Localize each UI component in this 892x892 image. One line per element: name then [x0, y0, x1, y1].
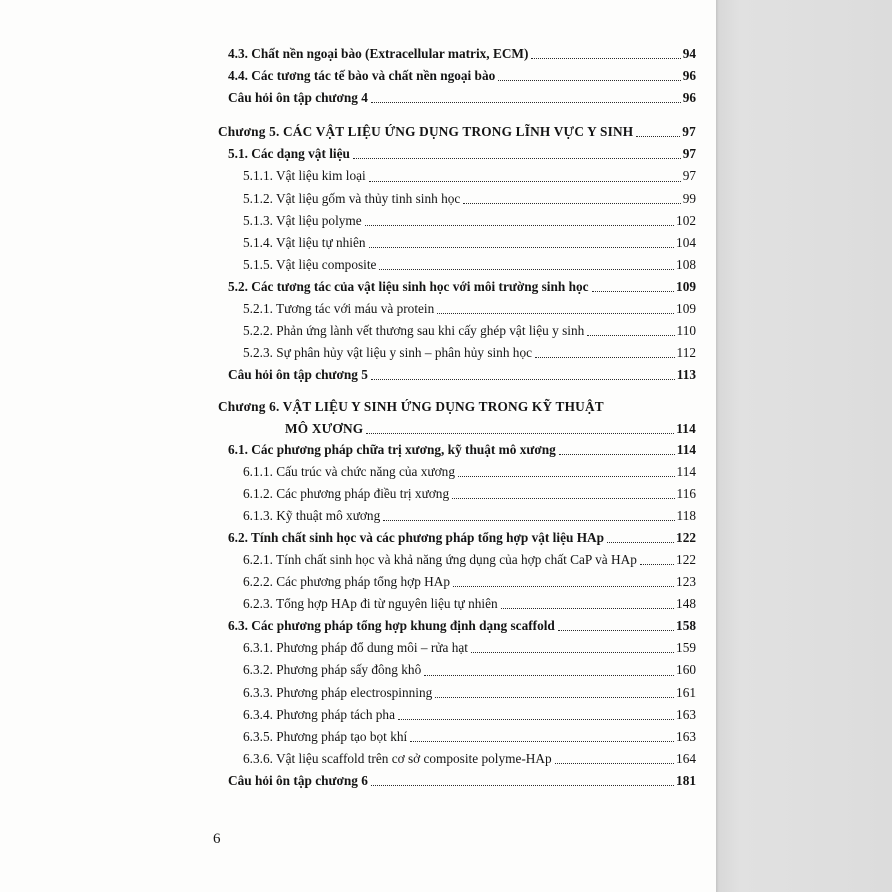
- toc-entry-6-3: [218, 615, 696, 637]
- toc-page-number: 164: [676, 750, 696, 766]
- toc-page-number: 161: [676, 684, 696, 700]
- toc-chapter-6-line1: [218, 396, 696, 418]
- dot-leader: [366, 433, 674, 434]
- toc-entry-5-1-3: [218, 210, 696, 232]
- toc-entry-6-2: [218, 527, 696, 549]
- dot-leader: [365, 225, 674, 226]
- toc-entry-title: 6.1.2. Các phương pháp điều trị xương: [243, 485, 450, 501]
- toc-entry-5-1-5: [218, 254, 696, 276]
- dot-leader: [640, 564, 674, 565]
- toc-entry-title: 5.2.3. Sự phân hủy vật liệu y sinh – phân hủy sinh học: [243, 345, 533, 361]
- toc-entry-title: 6.3. Các phương pháp tổng hợp khung định dạng scaffold: [228, 618, 555, 634]
- toc-page-number: 116: [676, 485, 696, 501]
- toc-entry-title: 6.3.2. Phương pháp sấy đông khô: [243, 662, 422, 678]
- toc-entry-title: 6.3.6. Vật liệu scaffold trên cơ sở composite polyme-HAp: [243, 750, 552, 766]
- toc-entry-5-1-2: [218, 188, 696, 210]
- toc-page-number: 163: [676, 706, 696, 722]
- dot-leader: [371, 785, 674, 786]
- page-number: 6: [213, 831, 221, 847]
- dot-leader: [383, 520, 674, 521]
- dot-leader: [535, 357, 675, 358]
- toc-page-number: 114: [676, 420, 696, 436]
- toc-chapter-5: [218, 121, 696, 143]
- toc-chapter-title-continued: MÔ XƯƠNG: [285, 420, 364, 436]
- dot-leader: [498, 80, 680, 81]
- toc-entry-review-5: [218, 364, 696, 386]
- toc-entry-5-2: [218, 276, 696, 298]
- table-of-contents: [218, 43, 696, 792]
- toc-entry-6-1-2: [218, 483, 696, 505]
- toc-page-number: 158: [676, 618, 696, 634]
- toc-entry-title: 6.1.1. Cấu trúc và chức năng của xương: [243, 463, 455, 479]
- toc-page-number: 97: [682, 124, 696, 140]
- toc-entry-title: 6.2.3. Tổng hợp HAp đi từ nguyên liệu tự nhiên: [243, 596, 498, 612]
- toc-entry-title: 5.2. Các tương tác của vật liệu sinh học với môi trường sinh học: [228, 278, 589, 294]
- toc-entry-5-1: [218, 143, 696, 165]
- toc-page-number: 163: [676, 728, 696, 744]
- toc-page-number: 102: [676, 212, 696, 228]
- page-edge-shadow: [716, 0, 892, 892]
- dot-leader: [558, 630, 674, 631]
- dot-leader: [398, 719, 674, 720]
- toc-entry-4-3: [218, 43, 696, 65]
- toc-page-number: 181: [676, 772, 696, 788]
- toc-entry-6-2-1: [218, 549, 696, 571]
- toc-entry-title: Câu hỏi ôn tập chương 5: [228, 367, 368, 383]
- dot-leader: [371, 102, 681, 103]
- toc-page-number: 122: [676, 529, 696, 545]
- toc-entry-title: 6.3.4. Phương pháp tách pha: [243, 706, 395, 722]
- toc-page-number: 110: [676, 323, 696, 339]
- dot-leader: [452, 498, 674, 499]
- toc-page-number: 108: [676, 256, 696, 272]
- dot-leader: [555, 763, 674, 764]
- toc-page-number: 118: [676, 507, 696, 523]
- dot-leader: [559, 454, 675, 455]
- toc-page-number: 159: [676, 640, 696, 656]
- toc-entry-6-3-1: [218, 637, 696, 659]
- dot-leader: [636, 136, 680, 137]
- toc-page-number: 97: [682, 168, 696, 184]
- toc-entry-4-4: [218, 65, 696, 87]
- toc-entry-title: 5.1.3. Vật liệu polyme: [243, 212, 362, 228]
- toc-page-number: 104: [676, 234, 696, 250]
- dot-leader: [435, 697, 674, 698]
- toc-entry-6-3-6: [218, 748, 696, 770]
- dot-leader: [592, 291, 675, 292]
- dot-leader: [379, 269, 674, 270]
- toc-entry-6-3-3: [218, 682, 696, 704]
- toc-entry-title: 6.3.1. Phương pháp đổ dung môi – rửa hạt: [243, 640, 468, 656]
- toc-entry-review-6: [218, 770, 696, 792]
- toc-entry-5-1-1: [218, 165, 696, 187]
- toc-page-number: 112: [676, 345, 696, 361]
- dot-leader: [369, 247, 674, 248]
- toc-entry-5-2-2: [218, 320, 696, 342]
- dot-leader: [463, 203, 680, 204]
- toc-entry-6-2-2: [218, 571, 696, 593]
- toc-entry-title: 5.2.2. Phản ứng lành vết thương sau khi cấy ghép vật liệu y sinh: [243, 323, 585, 339]
- toc-entry-title: 5.1.5. Vật liệu composite: [243, 256, 377, 272]
- toc-entry-review-4: [218, 87, 696, 109]
- toc-entry-5-1-4: [218, 232, 696, 254]
- toc-entry-6-2-3: [218, 593, 696, 615]
- dot-leader: [410, 741, 674, 742]
- dot-leader: [453, 586, 674, 587]
- toc-page-number: 109: [676, 278, 696, 294]
- toc-page-number: 99: [682, 190, 696, 206]
- dot-leader: [471, 652, 674, 653]
- dot-leader: [371, 379, 675, 380]
- dot-leader: [369, 181, 681, 182]
- toc-entry-title: 5.1.1. Vật liệu kim loại: [243, 168, 366, 184]
- toc-entry-title: 5.1.4. Vật liệu tự nhiên: [243, 234, 366, 250]
- toc-entry-title: 6.2.1. Tính chất sinh học và khả năng ứng dụng của hợp chất CaP và HAp: [243, 551, 637, 567]
- toc-page-number: 123: [676, 574, 696, 590]
- toc-page-number: 109: [676, 301, 696, 317]
- toc-entry-6-1: [218, 439, 696, 461]
- dot-leader: [531, 58, 680, 59]
- toc-entry-title: 5.1. Các dạng vật liệu: [228, 146, 350, 162]
- toc-chapter-title: Chương 5. CÁC VẬT LIỆU ỨNG DỤNG TRONG LĨNH VỰC Y SINH: [218, 124, 634, 140]
- toc-page-number: 148: [676, 596, 696, 612]
- toc-page-number: 97: [682, 146, 696, 162]
- toc-entry-title: 6.3.5. Phương pháp tạo bọt khí: [243, 728, 408, 744]
- toc-entry-title: Câu hỏi ôn tập chương 6: [228, 772, 368, 788]
- dot-leader: [458, 476, 675, 477]
- toc-entry-6-1-1: [218, 461, 696, 483]
- dot-leader: [607, 542, 674, 543]
- toc-entry-title: 6.1.3. Kỹ thuật mô xương: [243, 507, 381, 523]
- toc-page-number: 160: [676, 662, 696, 678]
- dot-leader: [424, 675, 674, 676]
- toc-page-number: 114: [676, 441, 696, 457]
- toc-page-number: 94: [682, 46, 696, 61]
- toc-page-number: 96: [682, 90, 696, 106]
- toc-page-number: 114: [676, 463, 696, 479]
- toc-entry-title: 6.3.3. Phương pháp electrospinning: [243, 684, 433, 700]
- dot-leader: [353, 158, 681, 159]
- toc-chapter-6-line2: [218, 419, 696, 439]
- toc-entry-title: 5.2.1. Tương tác với máu và protein: [243, 301, 435, 317]
- toc-page-number: 122: [676, 551, 696, 567]
- toc-entry-title: 5.1.2. Vật liệu gốm và thủy tinh sinh học: [243, 190, 461, 206]
- toc-entry-6-1-3: [218, 505, 696, 527]
- toc-entry-title: 6.2.2. Các phương pháp tổng hợp HAp: [243, 574, 451, 590]
- dot-leader: [587, 335, 674, 336]
- dot-leader: [437, 313, 674, 314]
- toc-entry-title: 6.1. Các phương pháp chữa trị xương, kỹ thuật mô xương: [228, 441, 556, 457]
- toc-entry-6-3-2: [218, 659, 696, 681]
- toc-page-number: 113: [676, 367, 696, 383]
- toc-chapter-title: Chương 6. VẬT LIỆU Y SINH ỨNG DỤNG TRONG KỸ THUẬT: [218, 399, 604, 415]
- toc-entry-6-3-4: [218, 704, 696, 726]
- dot-leader: [501, 608, 674, 609]
- toc-page-number: 96: [682, 68, 696, 84]
- toc-entry-5-2-3: [218, 342, 696, 364]
- toc-entry-6-3-5: [218, 726, 696, 748]
- toc-entry-title: 6.2. Tính chất sinh học và các phương pháp tổng hợp vật liệu HAp: [228, 529, 605, 545]
- toc-entry-5-2-1: [218, 298, 696, 320]
- toc-entry-title: Câu hỏi ôn tập chương 4: [228, 90, 368, 106]
- toc-entry-title: 4.3. Chất nền ngoại bào (Extracellular matrix, ECM): [228, 46, 529, 61]
- toc-entry-title: 4.4. Các tương tác tế bào và chất nền ngoại bào: [228, 68, 496, 84]
